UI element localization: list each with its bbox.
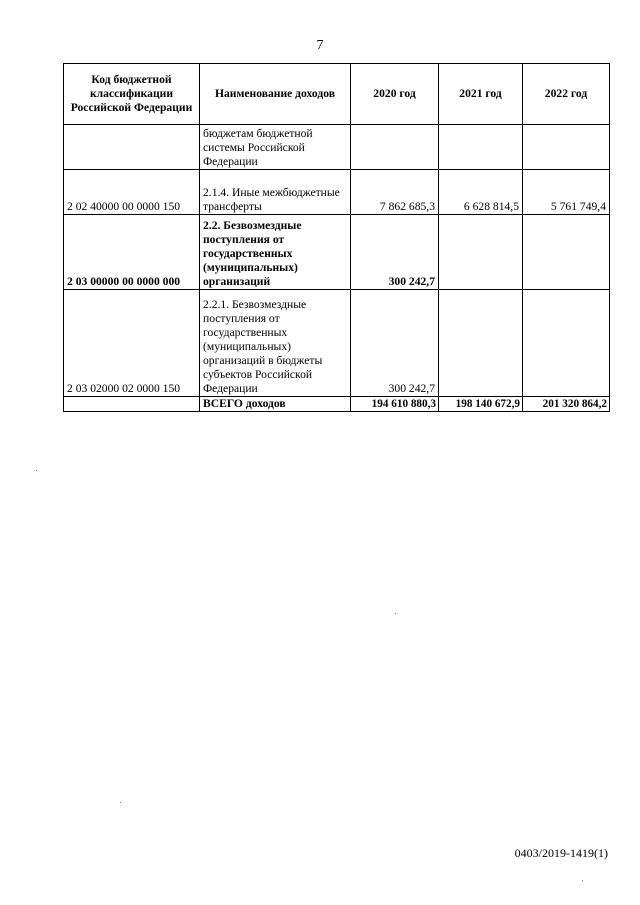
table-row	[64, 125, 610, 170]
row-name: 2.2. Безвозмездные поступления от государственных (муниципальных) организаций	[200, 215, 351, 290]
row-code	[64, 125, 200, 170]
row-code: 2 03 00000 00 0000 000	[64, 215, 200, 290]
header-name: Наименование доходов	[200, 64, 351, 125]
total-code	[64, 397, 200, 412]
row-value-2020: 7 862 685,3	[351, 170, 439, 215]
header-code: Код бюджетной классификации Российской Федерации	[64, 64, 200, 125]
page-number: 7	[316, 38, 324, 53]
header-2020: 2020 год	[351, 64, 439, 125]
row-code: 2 02 40000 00 0000 150	[64, 170, 200, 215]
total-value-2021: 198 140 672,9	[439, 397, 523, 412]
row-value-2022: 5 761 749,4	[523, 170, 610, 215]
total-value-2022: 201 320 864,2	[523, 397, 610, 412]
scan-speck	[582, 880, 583, 881]
revenue-table	[63, 63, 610, 412]
header-2022: 2022 год	[523, 64, 610, 125]
header-2021: 2021 год	[439, 64, 523, 125]
scan-speck	[120, 802, 121, 803]
total-label: ВСЕГО доходов	[200, 397, 351, 412]
document-code: 0403/2019-1419(1)	[514, 846, 608, 860]
row-value-2021: 6 628 814,5	[439, 170, 523, 215]
row-value-2022	[523, 215, 610, 290]
row-name: бюджетам бюджетной системы Российской Федерации	[200, 125, 351, 170]
row-value-2020	[351, 125, 439, 170]
table-row	[64, 215, 610, 290]
table-row	[64, 290, 610, 397]
row-value-2020: 300 242,7	[351, 290, 439, 397]
row-name: 2.2.1. Безвозмездные поступления от государственных (муниципальных) организаций в бюджеты субъектов Российской Федерации	[200, 290, 351, 397]
row-value-2021	[439, 125, 523, 170]
row-code: 2 03 02000 02 0000 150	[64, 290, 200, 397]
row-value-2022	[523, 290, 610, 397]
row-value-2021	[439, 215, 523, 290]
table-header-row	[64, 64, 610, 125]
row-value-2020: 300 242,7	[351, 215, 439, 290]
total-value-2020: 194 610 880,3	[351, 397, 439, 412]
table-row	[64, 170, 610, 215]
scan-speck	[36, 470, 37, 471]
total-row	[64, 397, 610, 412]
row-value-2021	[439, 290, 523, 397]
scan-speck	[395, 613, 396, 614]
row-value-2022	[523, 125, 610, 170]
row-name: 2.1.4. Иные межбюджетные трансферты	[200, 170, 351, 215]
